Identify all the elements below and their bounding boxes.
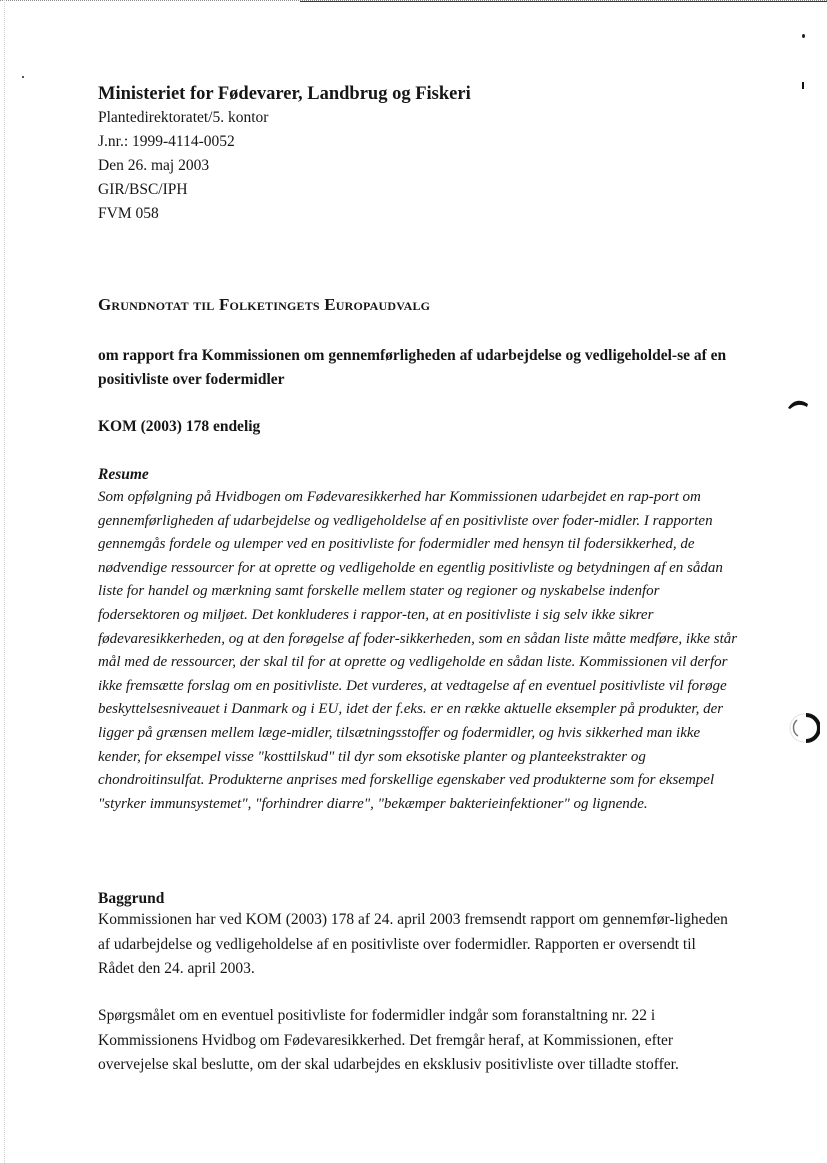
document-date: Den 26. maj 2003 — [98, 157, 210, 174]
ministry-name: Ministeriet for Fødevarer, Landbrug og Fiskeri — [98, 84, 471, 104]
scan-left-edge — [4, 0, 5, 1163]
background-paragraph-2: Spørgsmålet om en eventuel positivliste for fodermidler indgår som foranstaltning nr. 22 i Kommissionens Hvidbog om Fødevaresikkerhed. Det fremgår heraf, at Kommissionen, efter overvejelse skal beslutte, om der skal udarbejdes en eksklusiv positivliste over tilladte stoffer. — [98, 1007, 679, 1073]
reference-code: FVM 058 — [98, 205, 159, 222]
scan-top-line — [300, 1, 827, 2]
kom-reference: KOM (2003) 178 endelig — [98, 418, 261, 435]
document-title: Grundnotat til Folketingets Europaudvalg — [98, 295, 431, 314]
initials: GIR/BSC/IPH — [98, 181, 188, 198]
background-paragraph-1: Kommissionen har ved KOM (2003) 178 af 24. april 2003 fremsendt rapport om gennemfør-ligheden af udarbejdelse og vedligeholdelse af en positivliste over fodermidler. Rapporten er oversendt til Rådet den 24. april 2003. — [98, 911, 728, 977]
scan-speck — [22, 76, 24, 78]
scan-speck — [802, 34, 805, 38]
office-line: Plantedirektoratet/5. kontor — [98, 109, 269, 126]
document-subject: om rapport fra Kommissionen om gennemførligheden af udarbejdelse og vedligeholdel-se af en positivliste over fodermidler — [98, 347, 727, 388]
resume-heading: Resume — [98, 466, 149, 483]
resume-body: Som opfølgning på Hvidbogen om Fødevaresikkerhed har Kommissionen udarbejdet en rap-port om gennemførligheden af udarbejdelse og vedligeholdelse af en positivliste over foder-midler. I rapporten gennemgås fordele og ulemper ved en positivliste for fodermidler med hensyn til fodersikkerhed, de nødvendige ressourcer for at oprette og vedligeholde en egentlig positivliste og betydningen af en sådan liste for handel og mærkning samt forskelle mellem stater og regioner og nyskabelse indenfor fodersektoren og miljøet. Det konkluderes i rappor-ten, at en positivliste i sig selv ikke sikrer fødevaresikkerheden, og at den forøgelse af foder-sikkerheden, som en sådan liste måtte medføre, ikke står mål med de ressourcer, der skal til for at oprette og vedligeholde en sådan liste. Kommissionen vil derfor ikke fremsætte forslag om en positivliste. Det vurderes, at vedtagelse af en eventuel positivliste vil forøge beskyttelsesniveauet i Danmark og i EU, idet der f.eks. er en række aktuelle eksempler på produkter, der ligger på grænsen mellem læge-midler, tilsætningsstoffer og fodermidler, og hvis sikkerhed man ikke kender, for eksempel visse "kosttilskud" til dyr som eksotiske planter og planteekstrakter og chondroitinsulfat. Produkterne anprises med forskellige egenskaber ved produkterne som for eksempel "styrker immunsystemet", "forhindrer diarre", "bekæmper bakterieinfektioner" og lignende. — [98, 489, 738, 812]
letterhead — [98, 82, 738, 226]
journal-number: J.nr.: 1999-4114-0052 — [98, 133, 235, 150]
scan-mark — [802, 82, 804, 89]
punch-hole-icon — [788, 712, 820, 744]
background-heading: Baggrund — [98, 890, 165, 907]
staple-mark-icon — [786, 396, 810, 410]
